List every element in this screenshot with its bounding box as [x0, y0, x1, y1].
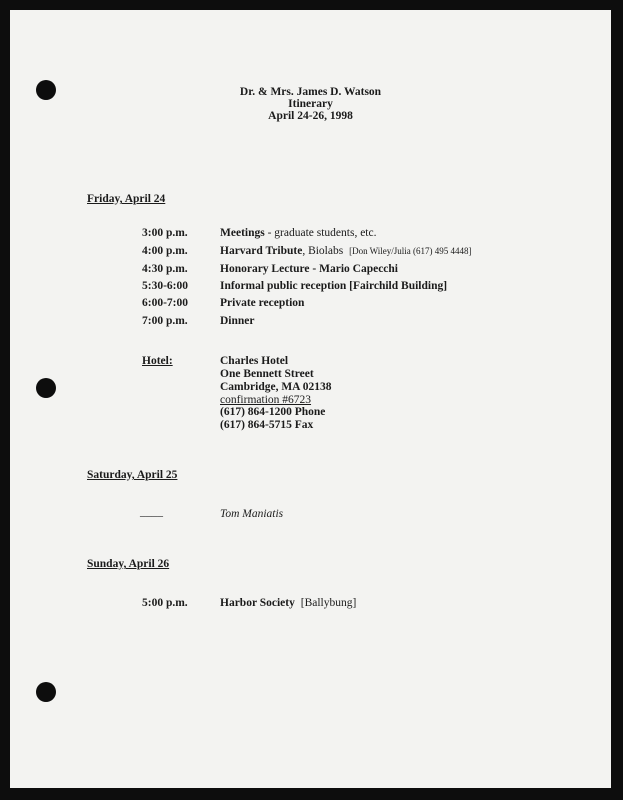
event-time: 5:00 p.m. — [142, 597, 188, 609]
event-detail: , Biolabs — [302, 245, 344, 257]
paper-page — [10, 10, 611, 788]
event-title: Private reception — [220, 297, 305, 309]
event-time: 3:00 p.m. — [142, 227, 188, 239]
event-detail: - graduate students, etc. — [264, 227, 377, 239]
hotel-fax: (617) 864-5715 Fax — [220, 419, 314, 431]
hotel-street: One Bennett Street — [220, 368, 314, 380]
saturday-person: Tom Maniatis — [220, 508, 284, 520]
saturday-heading: Saturday, April 25 — [87, 469, 178, 481]
event-title: Dinner — [220, 315, 255, 327]
header-names: Dr. & Mrs. James D. Watson — [239, 86, 382, 98]
header-dates: April 24-26, 1998 — [268, 110, 353, 122]
friday-heading: Friday, April 24 — [87, 193, 166, 205]
event-description — [220, 597, 356, 609]
hotel-phone: (617) 864-1200 Phone — [220, 406, 326, 418]
event-time: 4:30 p.m. — [142, 263, 188, 275]
event-title: Informal public reception [Fairchild Building] — [220, 280, 448, 292]
event-description — [220, 245, 472, 257]
hotel-label: Hotel: — [142, 355, 173, 367]
hotel-name: Charles Hotel — [220, 355, 289, 367]
hotel-confirmation: confirmation #6723 — [220, 394, 312, 406]
event-title: Meetings — [220, 227, 265, 239]
event-title: Honorary Lecture - Mario Capecchi — [220, 263, 398, 275]
punch-hole-middle — [36, 378, 56, 398]
event-time: 4:00 p.m. — [142, 245, 188, 257]
header-title: Itinerary — [288, 98, 333, 110]
event-description — [220, 227, 376, 239]
event-time: 5:30-6:00 — [142, 280, 188, 292]
event-title: Harbor Society — [220, 597, 295, 609]
event-time: 6:00-7:00 — [142, 297, 188, 309]
punch-hole-bottom — [36, 682, 56, 702]
event-time: 7:00 p.m. — [142, 315, 188, 327]
sunday-heading: Sunday, April 26 — [87, 558, 170, 570]
event-title: Harvard Tribute — [220, 245, 303, 257]
saturday-blank-line: ____ — [140, 506, 163, 518]
hotel-city: Cambridge, MA 02138 — [220, 381, 332, 393]
event-note: [Ballybung] — [300, 597, 357, 609]
event-note: [Don Wiley/Julia (617) 495 4448] — [349, 246, 472, 256]
